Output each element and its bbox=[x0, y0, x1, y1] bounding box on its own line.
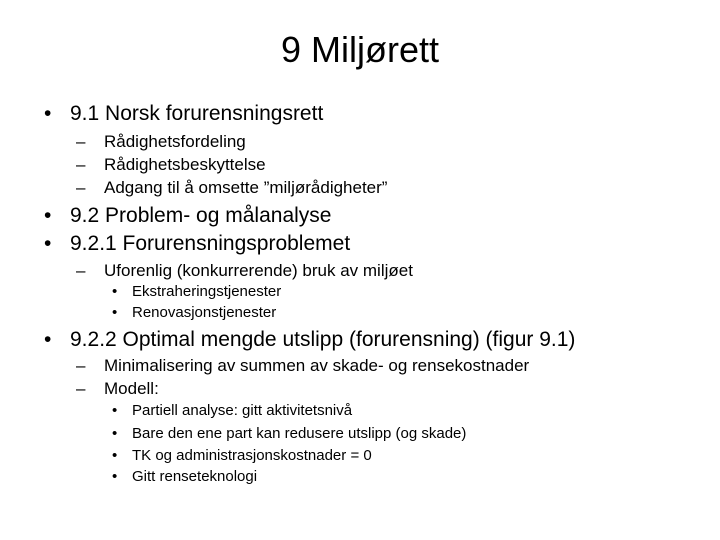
sub-item-text: Modell: bbox=[104, 379, 159, 398]
sub-item-text: Rådighetsfordeling bbox=[104, 132, 246, 151]
sub-item bbox=[76, 154, 266, 176]
sub-sub-item bbox=[112, 424, 467, 444]
bullet-marker: • bbox=[112, 468, 118, 485]
sub-sub-item-text: Gitt renseteknologi bbox=[132, 468, 258, 485]
bullet-marker: • bbox=[44, 102, 52, 125]
sub-sub-item-text: Ekstraheringstjenester bbox=[132, 283, 282, 300]
sub-sub-item-text: Partiell analyse: gitt aktivitetsnivå bbox=[132, 402, 353, 419]
bullet-marker: • bbox=[44, 232, 52, 255]
sub-item bbox=[76, 131, 246, 153]
sub-sub-item bbox=[112, 282, 282, 302]
dash-marker: – bbox=[76, 356, 86, 375]
sub-item-text: Adgang til å omsette ”miljørådigheter” bbox=[104, 178, 388, 197]
sub-sub-item-text: Renovasjonstjenester bbox=[132, 304, 277, 321]
dash-marker: – bbox=[76, 155, 86, 174]
dash-marker: – bbox=[76, 379, 86, 398]
bullet-item bbox=[44, 203, 332, 229]
sub-item bbox=[76, 260, 413, 282]
bullet-text: 9.2.2 Optimal mengde utslipp (forurensning) (figur 9.1) bbox=[70, 328, 576, 351]
bullet-marker: • bbox=[44, 204, 52, 227]
bullet-marker: • bbox=[44, 328, 52, 351]
sub-item-text: Minimalisering av summen av skade- og rensekostnader bbox=[104, 356, 530, 375]
bullet-marker: • bbox=[112, 447, 118, 464]
bullet-item bbox=[44, 101, 324, 127]
bullet-marker: • bbox=[112, 425, 118, 442]
sub-item-text: Uforenlig (konkurrerende) bruk av miljøet bbox=[104, 261, 413, 280]
dash-marker: – bbox=[76, 132, 86, 151]
sub-sub-item-text: Bare den ene part kan redusere utslipp (og skade) bbox=[132, 425, 467, 442]
bullet-text: 9.2 Problem- og målanalyse bbox=[70, 204, 332, 227]
sub-item-text: Rådighetsbeskyttelse bbox=[104, 155, 266, 174]
sub-item bbox=[76, 177, 388, 199]
sub-item bbox=[76, 378, 159, 400]
dash-marker: – bbox=[76, 178, 86, 197]
sub-sub-item bbox=[112, 401, 353, 421]
slide-title: 9 Miljørett bbox=[280, 29, 439, 70]
bullet-marker: • bbox=[112, 402, 118, 419]
dash-marker: – bbox=[76, 261, 86, 280]
bullet-item bbox=[44, 231, 351, 257]
bullet-text: 9.1 Norsk forurensningsrett bbox=[70, 102, 324, 125]
bullet-marker: • bbox=[112, 283, 118, 300]
sub-sub-item-text: TK og administrasjonskostnader = 0 bbox=[132, 447, 372, 464]
sub-item bbox=[76, 355, 530, 377]
sub-sub-item bbox=[112, 303, 277, 323]
bullet-text: 9.2.1 Forurensningsproblemet bbox=[70, 232, 351, 255]
bullet-marker: • bbox=[112, 304, 118, 321]
sub-sub-item bbox=[112, 446, 372, 466]
sub-sub-item bbox=[112, 467, 258, 487]
bullet-item bbox=[44, 327, 576, 353]
